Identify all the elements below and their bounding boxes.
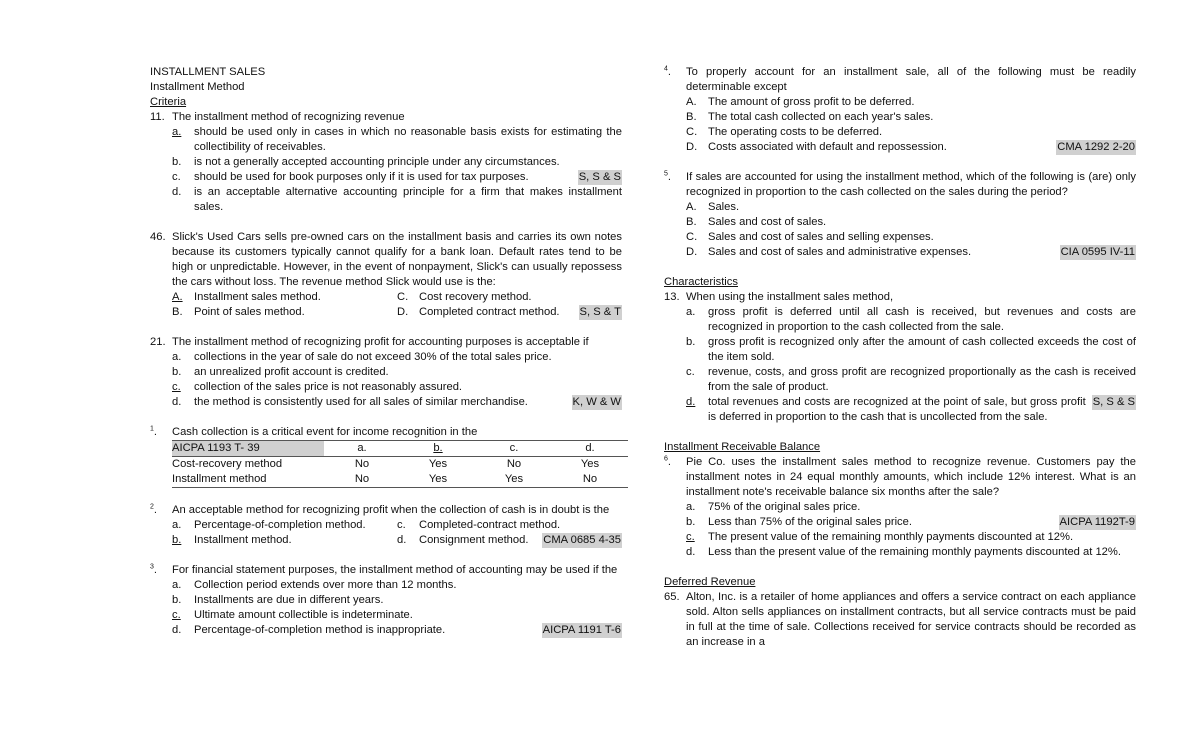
table-cell: c. — [476, 441, 552, 457]
option-text: is not a generally accepted accounting principle under any circumstances. — [194, 156, 560, 168]
question-number: 65. — [664, 591, 680, 603]
option-letter: a. — [172, 351, 182, 363]
option-b — [686, 335, 1136, 365]
option-letter: a. — [172, 579, 182, 591]
option-c — [172, 608, 622, 623]
option-a — [686, 200, 1136, 215]
option-text: Sales and cost of sales and administrative expenses. — [708, 246, 972, 258]
option-letter: c. — [397, 519, 406, 531]
table-cell: No — [506, 458, 522, 470]
section-heading-criteria: Criteria — [150, 96, 187, 108]
option-d — [172, 623, 622, 638]
option-a — [686, 95, 1136, 110]
option-letter: B. — [172, 306, 183, 318]
answer-table — [172, 440, 628, 488]
option-a — [172, 350, 622, 365]
option-text: total revenues and costs are recognized at the point of sale, but gross profit is deferred in proportion to the cash that is uncollected from the sale. — [708, 396, 1086, 423]
option-row-ac — [172, 518, 622, 533]
option-b — [172, 155, 622, 170]
table-cell: d. — [552, 441, 628, 457]
option-d — [172, 395, 622, 410]
option-letter: d. — [172, 624, 182, 636]
option-letter: b. — [172, 366, 182, 378]
option-text: Percentage-of-completion method. — [194, 519, 366, 531]
source-tag: AICPA 1191 T-6 — [542, 624, 621, 636]
question-2: $^2$. An acceptable method for recognizing profit when the collection of cash is in doubt is the — [150, 503, 622, 518]
option-text: Percentage-of-completion method is inappropriate. — [194, 624, 446, 636]
option-letter: b. — [172, 156, 182, 168]
question-number: 46. — [150, 231, 166, 243]
option-letter: d. — [686, 546, 696, 558]
table-cell: No — [552, 472, 628, 488]
option-text: collection of the sales price is not reasonably assured. — [194, 381, 463, 393]
option-c — [686, 365, 1136, 395]
option-c — [686, 230, 1136, 245]
option-letter: b. — [686, 336, 696, 348]
option-letter: B. — [686, 216, 697, 228]
option-text: Sales. — [708, 201, 740, 213]
option-a — [686, 500, 1136, 515]
option-text: Installment sales method. — [194, 291, 321, 303]
option-b — [686, 515, 1136, 530]
question-text: If sales are accounted for using the installment method, which of the following is (are) only recognized in proportion to the cash collected on the sales during the period? — [686, 171, 1136, 198]
table-cell: Yes — [428, 458, 448, 470]
option-letter: A. — [686, 96, 697, 108]
option-letter: b. — [172, 594, 182, 606]
option-b — [172, 365, 622, 380]
option-letter: c. — [172, 171, 181, 183]
source-tag: K, W & W — [572, 396, 621, 408]
source-tag: S, S & S — [1092, 396, 1135, 408]
option-c — [172, 380, 622, 395]
question-number: 6 — [664, 455, 668, 463]
option-c — [686, 125, 1136, 140]
option-text: Sales and cost of sales and selling expenses. — [708, 231, 934, 243]
option-row-bd — [172, 305, 622, 320]
source-tag: AICPA 1192T-9 — [1059, 516, 1135, 528]
left-column — [150, 65, 622, 638]
table-cell: Yes — [580, 458, 600, 470]
table-cell: Installment method — [172, 472, 324, 488]
option-text: Cost recovery method. — [419, 291, 532, 303]
question-text: Cash collection is a critical event for income recognition in the — [172, 426, 478, 438]
option-letter: b. — [172, 534, 182, 546]
option-letter: c. — [172, 381, 181, 393]
table-cell: Cost-recovery method — [172, 458, 283, 470]
option-text: collections in the year of sale do not exceed 30% of the total sales price. — [194, 351, 552, 363]
option-letter: d. — [172, 186, 182, 198]
question-text: Pie Co. uses the installment sales method to recognize revenue. Customers pay the installment notes in 24 equal monthly amounts, which include 12% interest. What is an installment note's receivable balance six months after the sale? — [686, 456, 1136, 498]
table-cell: b. — [400, 441, 476, 457]
option-d — [686, 545, 1136, 560]
question-text: To properly account for an installment sale, all of the following must be readily determinable except — [686, 66, 1136, 93]
option-text: Costs associated with default and repossession. — [708, 141, 947, 153]
option-letter: d. — [686, 396, 696, 408]
table-cell: a. — [324, 441, 400, 457]
option-d — [686, 140, 1136, 155]
option-letter: d. — [397, 534, 407, 546]
question-text: Slick's Used Cars sells pre-owned cars on the installment basis and carries its own notes because its customers typically cannot qualify for a bank loan. Default rates tend to be high or unpredictable. However, in the event of nonpayment, Slick's can usually repossess the cars without loss. The revenue method Slick would use is the: — [172, 231, 622, 288]
option-letter: C. — [686, 231, 698, 243]
option-text: Installment method. — [194, 534, 292, 546]
question-number: 1 — [150, 425, 154, 433]
source-tag: CMA 1292 2-20 — [1057, 141, 1135, 153]
source-tag: CMA 0685 4-35 — [543, 534, 621, 546]
question-46 — [150, 230, 622, 290]
option-letter: D. — [686, 246, 698, 258]
option-letter: a. — [172, 126, 182, 138]
source-tag: CIA 0595 IV-11 — [1060, 246, 1135, 258]
table-row — [172, 472, 628, 488]
option-text: Collection period extends over more than 12 months. — [194, 579, 457, 591]
option-text: Ultimate amount collectible is indeterminate. — [194, 609, 413, 621]
option-row-bd — [172, 533, 622, 548]
section-heading-characteristics: Characteristics — [664, 276, 738, 288]
table-cell: Yes — [400, 472, 476, 488]
option-letter: a. — [686, 306, 696, 318]
option-letter: C. — [686, 126, 698, 138]
source-tag: S, S & T — [579, 306, 621, 318]
right-column — [664, 65, 1136, 650]
question-13 — [664, 290, 1136, 305]
option-letter: d. — [172, 396, 182, 408]
question-number: 21. — [150, 336, 166, 348]
question-6: $^6$. Pie Co. uses the installment sales method to recognize revenue. Customers pay the installment notes in 24 equal monthly amounts, which include 12% interest. What is an installment note's receivable balance six months after the sale? — [664, 455, 1136, 498]
option-letter: D. — [397, 306, 409, 318]
option-text: Completed contract method. — [419, 306, 560, 318]
question-65 — [664, 590, 1136, 650]
question-number: 13. — [664, 291, 680, 303]
question-text: When using the installment sales method, — [686, 291, 894, 303]
option-text: Less than 75% of the original sales price. — [708, 516, 912, 528]
option-letter: A. — [686, 201, 697, 213]
section-heading-deferred: Deferred Revenue — [664, 576, 756, 588]
option-text: 75% of the original sales price. — [708, 501, 861, 513]
option-b — [172, 593, 622, 608]
option-a — [172, 578, 622, 593]
option-letter: c. — [686, 366, 695, 378]
table-cell: No — [354, 458, 370, 470]
question-text: An acceptable method for recognizing profit when the collection of cash is in doubt is the — [172, 504, 610, 516]
option-text: should be used only in cases in which no reasonable basis exists for estimating the collectibility of receivables. — [194, 126, 622, 153]
option-letter: a. — [686, 501, 696, 513]
option-a — [686, 305, 1136, 335]
source-tag: S, S & S — [578, 171, 621, 183]
table-row — [172, 457, 628, 473]
question-5: $^5$. If sales are accounted for using the installment method, which of the following is (are) only recognized in proportion to the cash collected on the sales during the period? — [664, 170, 1136, 198]
option-text: Sales and cost of sales. — [708, 216, 827, 228]
option-letter: c. — [686, 531, 695, 543]
option-text: gross profit is recognized only after the amount of cash collected exceeds the cost of the item sold. — [708, 336, 1136, 363]
option-text: The amount of gross profit to be deferred. — [708, 96, 915, 108]
option-text: is an acceptable alternative accounting principle for a firm that makes installment sales. — [194, 186, 622, 213]
option-c — [172, 170, 622, 185]
option-text: The present value of the remaining monthly payments discounted at 12%. — [708, 531, 1074, 543]
option-text: Consignment method. — [419, 534, 529, 546]
question-1: $^1$. Cash collection is a critical event for income recognition in the — [150, 425, 622, 440]
option-row-ac — [172, 290, 622, 305]
option-letter: A. — [172, 291, 183, 303]
question-number: 11. — [150, 111, 165, 123]
question-number: 3 — [150, 563, 154, 571]
table-cell: AICPA 1193 T- 39 — [172, 441, 324, 457]
option-letter: C. — [397, 291, 409, 303]
option-text: an unrealized profit account is credited. — [194, 366, 389, 378]
option-b — [686, 215, 1136, 230]
table-header-row — [172, 441, 628, 457]
option-d — [686, 395, 1136, 425]
option-letter: B. — [686, 111, 697, 123]
option-b — [686, 110, 1136, 125]
question-3: $^3$. For financial statement purposes, the installment method of accounting may be used if the — [150, 563, 622, 578]
table-cell: Yes — [476, 472, 552, 488]
document-title: INSTALLMENT SALES — [150, 66, 266, 78]
question-text: Alton, Inc. is a retailer of home appliances and offers a service contract on each appliance sold. Alton sells appliances on installment contracts, but all service contracts must be paid in full at the time of sale. Collections received for service contracts should be recorded as an increase in a — [686, 591, 1136, 648]
option-text: should be used for book purposes only if it is used for tax purposes. — [194, 171, 529, 183]
document-subtitle: Installment Method — [150, 81, 245, 93]
option-d — [686, 245, 1136, 260]
section-heading-receivable: Installment Receivable Balance — [664, 441, 821, 453]
option-d — [172, 185, 622, 215]
question-text: For financial statement purposes, the installment method of accounting may be used if the — [172, 564, 618, 576]
option-text: Installments are due in different years. — [194, 594, 384, 606]
question-number: 4 — [664, 65, 668, 73]
table-cell: No — [324, 472, 400, 488]
option-letter: a. — [172, 519, 182, 531]
option-text: Less than the present value of the remaining monthly payments discounted at 12%. — [708, 546, 1121, 558]
option-a — [172, 125, 622, 155]
option-letter: c. — [172, 609, 181, 621]
option-text: The total cash collected on each year's sales. — [708, 111, 934, 123]
question-21 — [150, 335, 622, 350]
question-number: 5 — [664, 170, 668, 178]
option-letter: D. — [686, 141, 698, 153]
option-c — [686, 530, 1136, 545]
option-text: The operating costs to be deferred. — [708, 126, 883, 138]
question-number: 2 — [150, 503, 154, 511]
question-4: $^4$. To properly account for an installment sale, all of the following must be readily determinable except — [664, 65, 1136, 93]
option-letter: b. — [686, 516, 696, 528]
question-text: The installment method of recognizing revenue — [172, 111, 405, 123]
option-text: gross profit is deferred until all cash is received, but revenues and costs are recognized in proportion to the cash collected from the sale. — [708, 306, 1136, 333]
option-text: Point of sales method. — [194, 306, 305, 318]
question-text: The installment method of recognizing profit for accounting purposes is acceptable if — [172, 336, 589, 348]
option-text: the method is consistently used for all sales of similar merchandise. — [194, 396, 528, 408]
question-11 — [150, 110, 622, 125]
option-text: Completed-contract method. — [419, 519, 561, 531]
option-text: revenue, costs, and gross profit are recognized proportionally as the cash is received from the sale of product. — [708, 366, 1136, 393]
